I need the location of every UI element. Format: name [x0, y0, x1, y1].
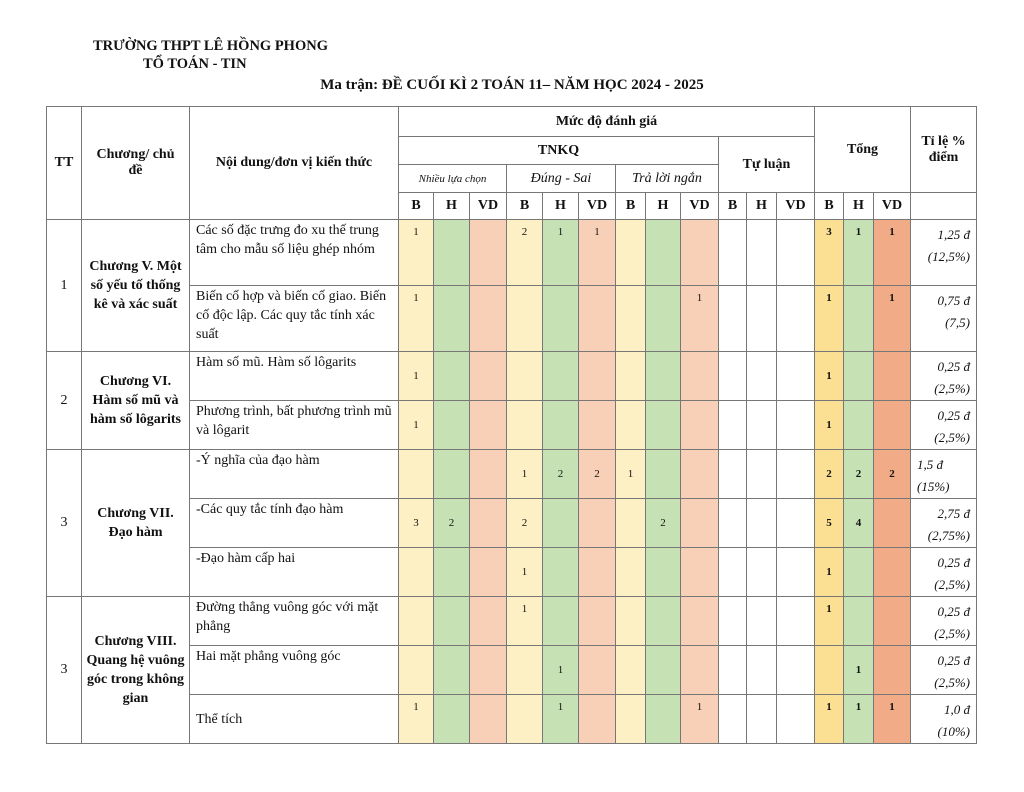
count-cell: [543, 286, 579, 352]
count-cell: [543, 597, 579, 646]
count-cell: 1: [507, 450, 543, 499]
count-cell: [434, 401, 470, 450]
count-cell: [543, 352, 579, 401]
count-cell: 1: [399, 695, 434, 744]
count-cell: [719, 401, 747, 450]
count-cell: [579, 548, 616, 597]
count-cell: [777, 352, 815, 401]
level-vd: VD: [777, 193, 815, 220]
count-cell: [579, 646, 616, 695]
row-tt: 2: [47, 352, 82, 450]
level-b: B: [399, 193, 434, 220]
header-rate: Tỉ lệ % điểm: [911, 107, 977, 193]
school-name: TRƯỜNG THPT LÊ HỒNG PHONG: [93, 38, 328, 54]
count-cell: [507, 401, 543, 450]
rate-cell: 0,25 đ (2,5%): [911, 352, 977, 401]
total-cell: 5: [815, 499, 844, 548]
count-cell: [777, 401, 815, 450]
count-cell: [646, 646, 681, 695]
total-cell: 1: [815, 352, 844, 401]
count-cell: [579, 597, 616, 646]
chapter-name: Chương VI. Hàm số mũ và hàm số lôgarits: [82, 352, 190, 450]
total-cell: [874, 352, 911, 401]
count-cell: [616, 401, 646, 450]
header-multiple-choice: Nhiều lựa chọn: [399, 165, 507, 193]
content-text: Thể tích: [190, 695, 399, 744]
level-h: H: [844, 193, 874, 220]
count-cell: 2: [507, 220, 543, 286]
count-cell: [646, 401, 681, 450]
count-cell: [507, 352, 543, 401]
count-cell: [747, 220, 777, 286]
count-cell: 1: [543, 646, 579, 695]
level-b: B: [507, 193, 543, 220]
count-cell: [399, 548, 434, 597]
total-cell: [874, 401, 911, 450]
rate-cell: 0,25 đ (2,5%): [911, 401, 977, 450]
rate-cell: 0,25 đ (2,5%): [911, 548, 977, 597]
total-cell: [815, 646, 844, 695]
content-text: Phương trình, bất phương trình mũ và lôgarit: [190, 401, 399, 450]
level-b: B: [815, 193, 844, 220]
count-cell: [747, 695, 777, 744]
total-cell: [874, 499, 911, 548]
count-cell: [681, 597, 719, 646]
count-cell: [507, 695, 543, 744]
count-cell: [434, 646, 470, 695]
total-cell: 4: [844, 499, 874, 548]
count-cell: [747, 401, 777, 450]
total-cell: [874, 646, 911, 695]
count-cell: [579, 352, 616, 401]
count-cell: 1: [681, 286, 719, 352]
count-cell: 3: [399, 499, 434, 548]
count-cell: [719, 646, 747, 695]
count-cell: [579, 401, 616, 450]
count-cell: [777, 646, 815, 695]
count-cell: [470, 286, 507, 352]
total-cell: 1: [815, 695, 844, 744]
count-cell: [434, 597, 470, 646]
count-cell: [646, 597, 681, 646]
count-cell: [777, 450, 815, 499]
total-cell: 1: [844, 695, 874, 744]
count-cell: [470, 548, 507, 597]
count-cell: [747, 286, 777, 352]
level-vd: VD: [681, 193, 719, 220]
total-cell: 1: [844, 646, 874, 695]
total-cell: 2: [815, 450, 844, 499]
total-cell: [844, 352, 874, 401]
count-cell: [507, 646, 543, 695]
total-cell: [874, 548, 911, 597]
count-cell: [646, 695, 681, 744]
count-cell: 1: [507, 597, 543, 646]
count-cell: 1: [399, 401, 434, 450]
count-cell: 1: [543, 220, 579, 286]
rate-cell: 1,0 đ (10%): [911, 695, 977, 744]
count-cell: [747, 450, 777, 499]
count-cell: 1: [399, 352, 434, 401]
level-vd: VD: [579, 193, 616, 220]
content-text: -Đạo hàm cấp hai: [190, 548, 399, 597]
count-cell: [681, 548, 719, 597]
count-cell: [434, 548, 470, 597]
header-tt: TT: [47, 107, 82, 220]
total-cell: [874, 597, 911, 646]
count-cell: [719, 499, 747, 548]
count-cell: [616, 548, 646, 597]
total-cell: [844, 286, 874, 352]
header-chapter: Chương/ chủ đề: [82, 107, 190, 220]
total-cell: 1: [815, 548, 844, 597]
row-tt: 1: [47, 220, 82, 352]
count-cell: 2: [543, 450, 579, 499]
table-row: [47, 450, 977, 499]
rate-cell: 0,75 đ (7,5): [911, 286, 977, 352]
total-cell: 1: [844, 220, 874, 286]
count-cell: [470, 401, 507, 450]
count-cell: [470, 597, 507, 646]
header-true-false: Đúng - Sai: [507, 165, 616, 193]
total-cell: 1: [874, 286, 911, 352]
count-cell: [543, 499, 579, 548]
header-content: Nội dung/đơn vị kiến thức: [190, 107, 399, 220]
count-cell: [646, 220, 681, 286]
total-cell: [844, 401, 874, 450]
count-cell: [681, 401, 719, 450]
count-cell: 2: [579, 450, 616, 499]
count-cell: [681, 646, 719, 695]
count-cell: [616, 286, 646, 352]
count-cell: [747, 352, 777, 401]
content-text: Biến cố hợp và biến cố giao. Biến cố độc lập. Các quy tắc tính xác suất: [190, 286, 399, 352]
count-cell: 2: [434, 499, 470, 548]
count-cell: [747, 548, 777, 597]
count-cell: 1: [543, 695, 579, 744]
total-cell: 1: [874, 695, 911, 744]
count-cell: [681, 499, 719, 548]
count-cell: 1: [616, 450, 646, 499]
count-cell: [434, 695, 470, 744]
table-row: [47, 220, 977, 286]
count-cell: [747, 646, 777, 695]
content-text: Hàm số mũ. Hàm số lôgarits: [190, 352, 399, 401]
count-cell: 1: [681, 695, 719, 744]
count-cell: [681, 220, 719, 286]
count-cell: 2: [507, 499, 543, 548]
header-total: Tổng: [815, 107, 911, 193]
count-cell: [616, 352, 646, 401]
count-cell: [470, 352, 507, 401]
table-row: [47, 352, 977, 401]
count-cell: [646, 450, 681, 499]
count-cell: [777, 499, 815, 548]
count-cell: [579, 286, 616, 352]
count-cell: [719, 220, 747, 286]
header-assessment-level: Mức độ đánh giá: [399, 107, 815, 137]
chapter-name: Chương V. Một số yếu tố thống kê và xác suất: [82, 220, 190, 352]
rate-cell: 0,25 đ (2,5%): [911, 597, 977, 646]
level-vd: VD: [470, 193, 507, 220]
count-cell: [719, 352, 747, 401]
header-essay: Tự luận: [719, 137, 815, 193]
count-cell: 1: [399, 220, 434, 286]
count-cell: [470, 646, 507, 695]
count-cell: [747, 597, 777, 646]
count-cell: [543, 548, 579, 597]
count-cell: [470, 499, 507, 548]
header-tnkq: TNKQ: [399, 137, 719, 165]
count-cell: [616, 597, 646, 646]
count-cell: [616, 646, 646, 695]
rate-blank: [911, 193, 977, 220]
count-cell: [434, 286, 470, 352]
count-cell: [719, 450, 747, 499]
count-cell: 2: [646, 499, 681, 548]
level-b: B: [616, 193, 646, 220]
count-cell: [777, 220, 815, 286]
row-tt: 3: [47, 597, 82, 744]
content-text: Hai mặt phẳng vuông góc: [190, 646, 399, 695]
document-title: Ma trận: ĐỀ CUỐI KÌ 2 TOÁN 11– NĂM HỌC 2024 - 2025: [320, 77, 704, 93]
total-cell: [844, 597, 874, 646]
count-cell: [616, 499, 646, 548]
total-cell: 1: [874, 220, 911, 286]
count-cell: [616, 220, 646, 286]
count-cell: 1: [507, 548, 543, 597]
count-cell: [616, 695, 646, 744]
count-cell: [719, 695, 747, 744]
row-tt: 3: [47, 450, 82, 597]
count-cell: [470, 695, 507, 744]
level-h: H: [646, 193, 681, 220]
level-b: B: [719, 193, 747, 220]
count-cell: [681, 352, 719, 401]
count-cell: [777, 548, 815, 597]
total-cell: 2: [844, 450, 874, 499]
count-cell: [646, 548, 681, 597]
count-cell: [681, 450, 719, 499]
total-cell: 3: [815, 220, 844, 286]
chapter-name: Chương VII. Đạo hàm: [82, 450, 190, 597]
level-h: H: [434, 193, 470, 220]
content-text: Các số đặc trưng đo xu thế trung tâm cho mẫu số liệu ghép nhóm: [190, 220, 399, 286]
count-cell: [747, 499, 777, 548]
content-text: Đường thẳng vuông góc với mặt phẳng: [190, 597, 399, 646]
count-cell: [777, 286, 815, 352]
count-cell: [434, 450, 470, 499]
count-cell: [719, 548, 747, 597]
content-text: -Các quy tắc tính đạo hàm: [190, 499, 399, 548]
rate-cell: 2,75 đ (2,75%): [911, 499, 977, 548]
level-vd: VD: [874, 193, 911, 220]
count-cell: 1: [399, 286, 434, 352]
count-cell: [719, 597, 747, 646]
count-cell: [399, 646, 434, 695]
count-cell: [399, 597, 434, 646]
count-cell: [579, 695, 616, 744]
count-cell: [777, 597, 815, 646]
count-cell: [507, 286, 543, 352]
rate-cell: 0,25 đ (2,5%): [911, 646, 977, 695]
total-cell: [844, 548, 874, 597]
table-row: [47, 597, 977, 646]
count-cell: [434, 220, 470, 286]
count-cell: 1: [579, 220, 616, 286]
count-cell: [777, 695, 815, 744]
department-name: TỔ TOÁN - TIN: [143, 56, 247, 72]
total-cell: 2: [874, 450, 911, 499]
count-cell: [719, 286, 747, 352]
level-h: H: [543, 193, 579, 220]
content-text: -Ý nghĩa của đạo hàm: [190, 450, 399, 499]
count-cell: [579, 499, 616, 548]
count-cell: [646, 352, 681, 401]
header-short-answer: Trả lời ngắn: [616, 165, 719, 193]
total-cell: 1: [815, 401, 844, 450]
rate-cell: 1,5 đ (15%): [911, 450, 977, 499]
total-cell: 1: [815, 597, 844, 646]
count-cell: [434, 352, 470, 401]
rate-cell: 1,25 đ (12,5%): [911, 220, 977, 286]
count-cell: [470, 450, 507, 499]
count-cell: [470, 220, 507, 286]
chapter-name: Chương VIII. Quang hệ vuông góc trong không gian: [82, 597, 190, 744]
assessment-matrix-table: [46, 106, 977, 744]
count-cell: [646, 286, 681, 352]
count-cell: [399, 450, 434, 499]
level-h: H: [747, 193, 777, 220]
total-cell: 1: [815, 286, 844, 352]
count-cell: [543, 401, 579, 450]
